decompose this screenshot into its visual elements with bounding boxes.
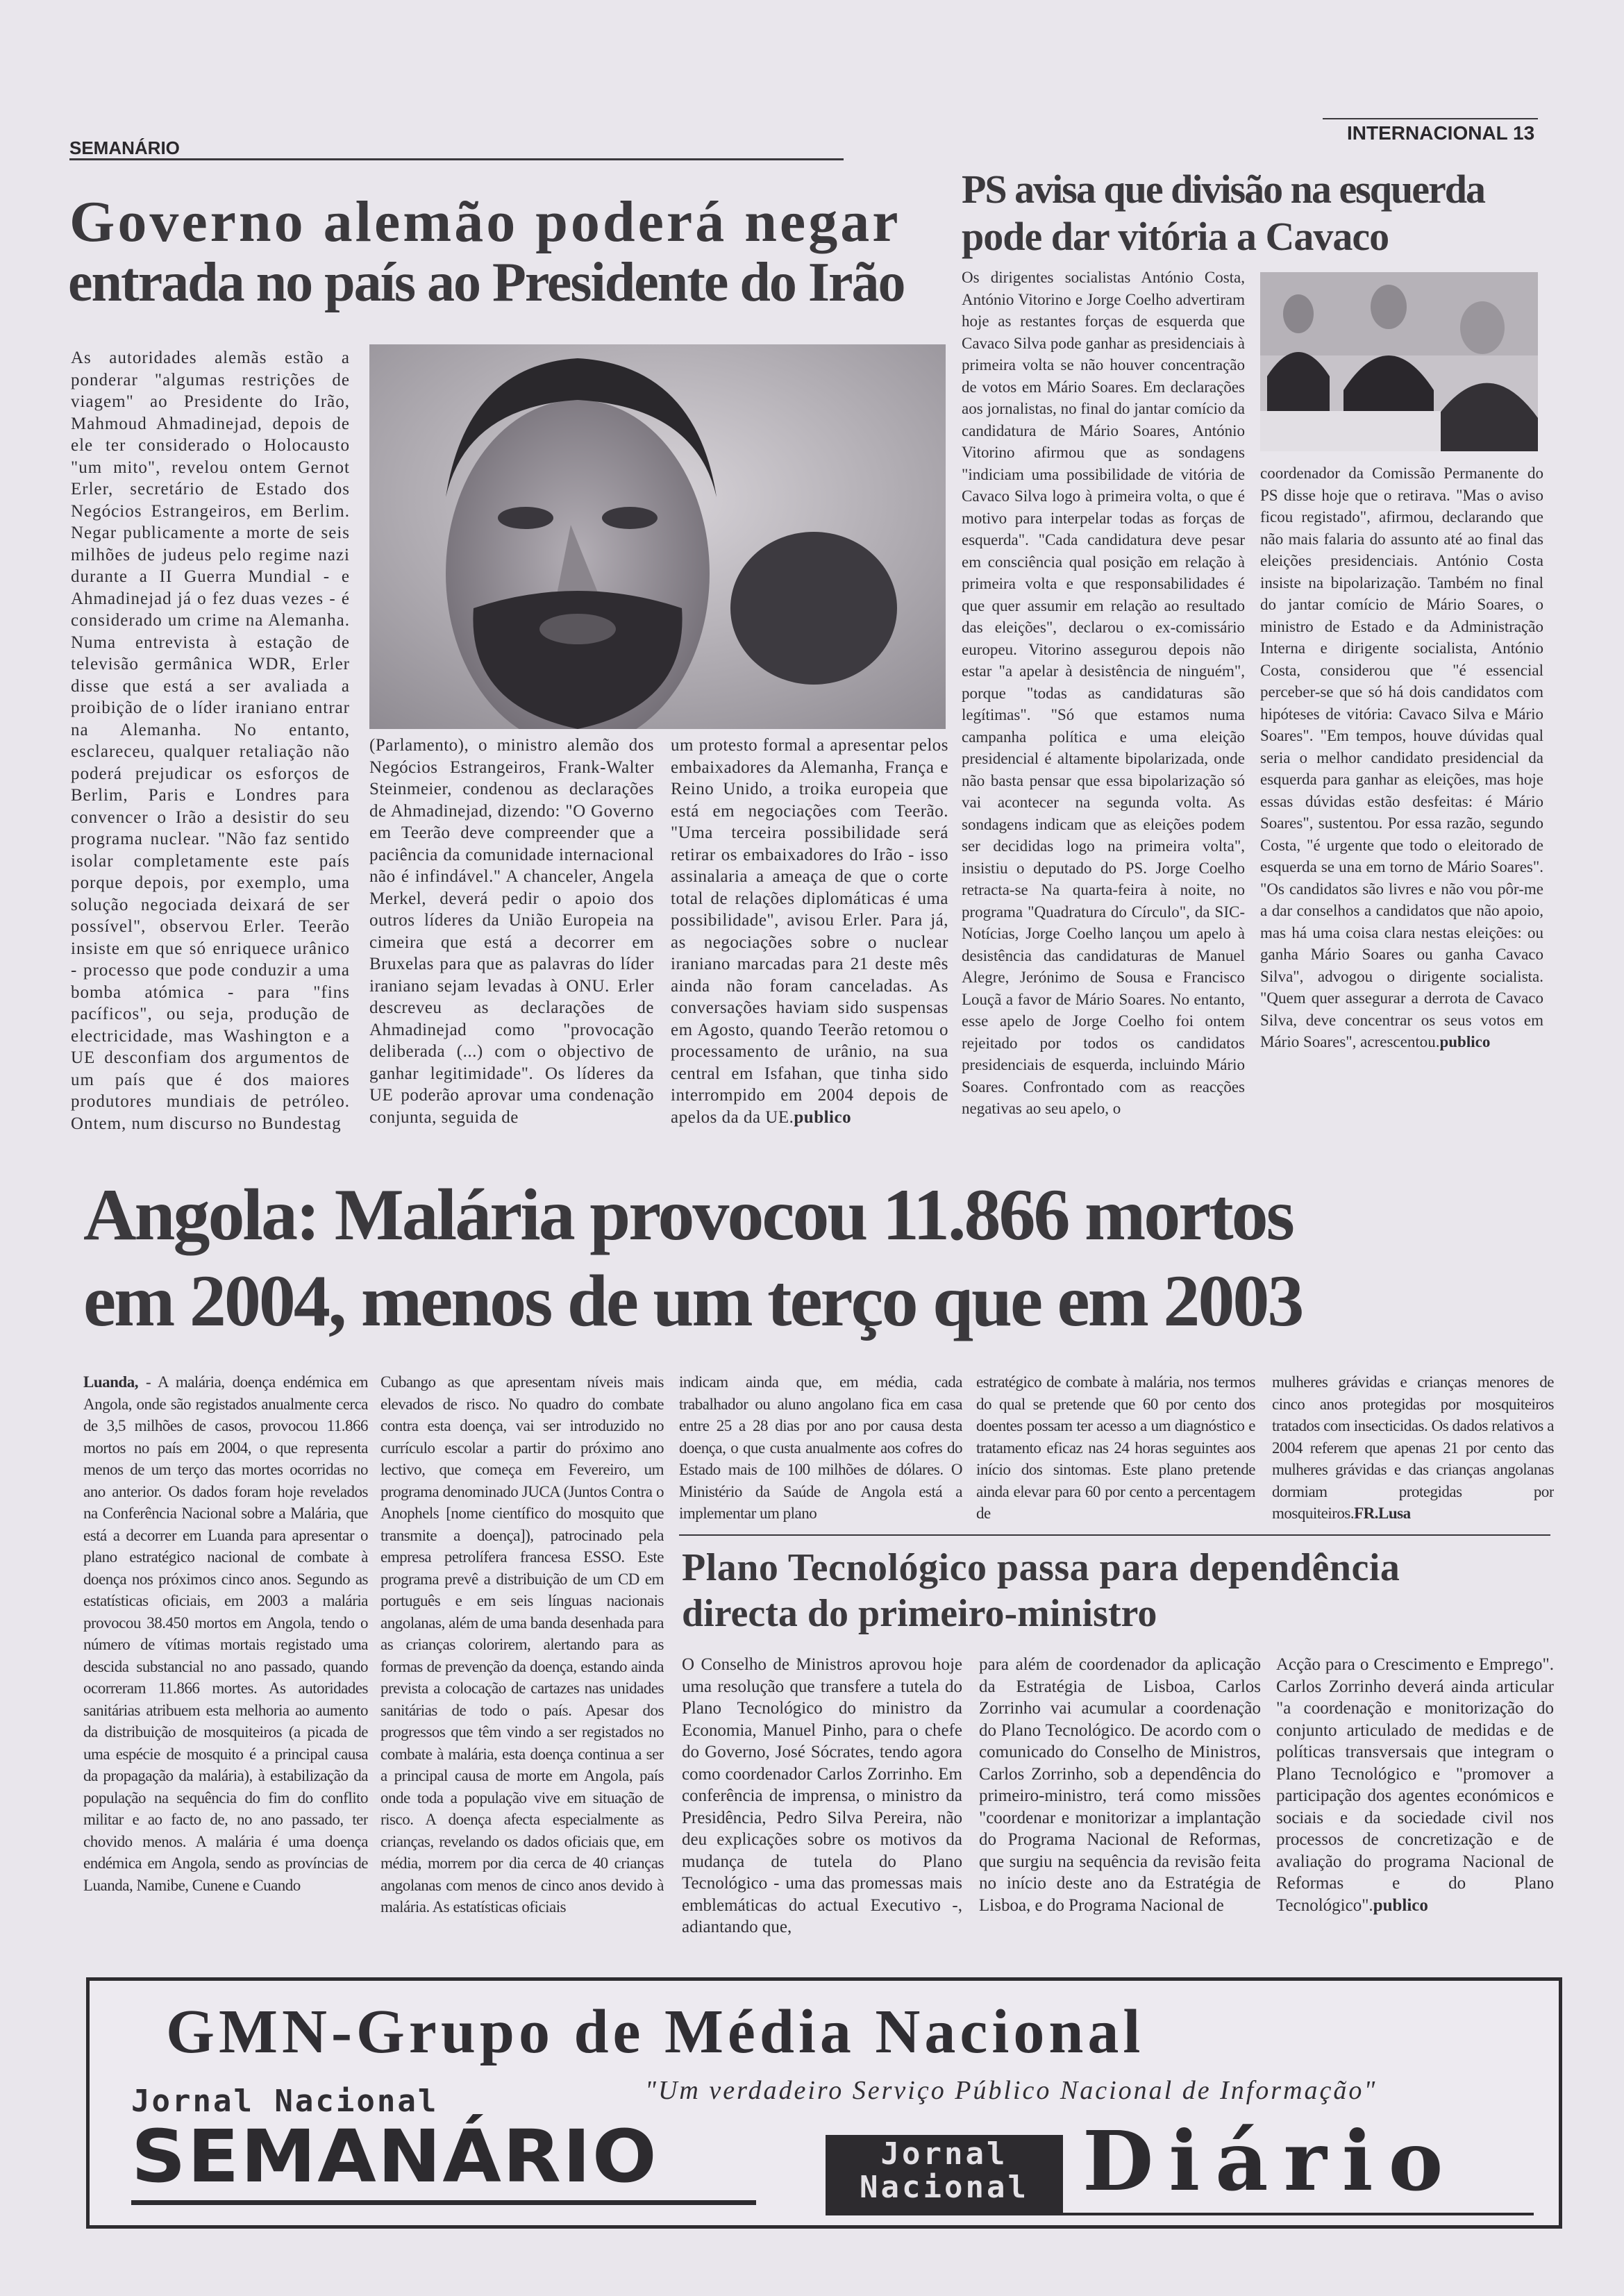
diario-logo: Diário xyxy=(1082,2113,1459,2209)
gmn-group-title: GMN-Grupo de Média Nacional xyxy=(166,1997,1145,2066)
story4-column-3 xyxy=(1276,1654,1554,1980)
diario-rule xyxy=(826,2213,1534,2215)
story4-signature: publico xyxy=(1373,1895,1428,1915)
story2-column-1: Os dirigentes socialistas António Costa, António Vitorino e Jorge Coelho advertiram hoje as restantes forças de esquerda que Cavaco Silva pode ganhar as presidenciais à primeira volta se não houver concentração de votos em Mário Soares. Em declarações aos jornalistas, no final do jantar comício da candidatura de Mário Soares, António Vitorino afirmou que as sondagens "indiciam uma possibilidade de vitória de Cavaco Silva logo à primeira volta, o que é motivo para interpelar todas as forças de esquerda". "Cada candidatura deve pesar em consciência qual posição em relação à primeira volta e que responsabilidades é que quer assumir em relação ao resultado das eleições", declarou o ex-comissário europeu. Vitorino assegurou depois não estar "a apelar à desistência de ninguém", porque "todas as candidaturas são legítimas". "Só que estamos numa campanha política e uma eleição presidencial é altamente bipolarizada, onde não basta pensar que essa bipolarização só vai acontecer na segunda volta. As sondagens indicam que as eleições podem ser decididas logo na primeira volta", insistiu o deputado do PS. Jorge Coelho retracta-se Na quarta-feira à noite, no programa "Quadratura do Círculo", da SIC-Notícias, Jorge Coelho lançou um apelo à desistência das candidaturas de Manuel Alegre, Jerónimo de Sousa e Francisco Louçã a favor de Mário Soares. No entanto, esse apelo de Jorge Coelho foi ontem rejeitado por todos os candidatos presidenciais de esquerda, incluindo Mário Soares. Confrontado com as reacções negativas ao seu apelo, o xyxy=(962,269,1245,1117)
story1-column-3 xyxy=(671,735,948,1184)
story2-signature: publico xyxy=(1439,1033,1491,1050)
story2-column-2 xyxy=(1260,462,1543,1184)
semanario-underline xyxy=(131,2200,756,2205)
header-rule xyxy=(69,158,844,160)
story2-title-line2: pode dar vitória a Cavaco xyxy=(962,214,1389,259)
story1-column-3-text: um protesto formal a apresentar pelos embaixadores da Alemanha, França e Reino Unido, a troika europeia que está em negociações com Teerão. "Uma terceira possibilidade será retirar os embaixadores do Irão - isso assinalaria a ameaça de que o corte total de relações diplomáticas é uma possibilidade", avisou Erler. Para já, as negociações sobre o nuclear iraniano marcadas para 21 deste mês ainda não foram canceladas. As conversações haviam sido suspensas em Agosto, quando Teerão retomou o processamento de urânio, na sua central em Isfahan, que tinha sido interrompido em 2004 depois de apelos da da UE. xyxy=(671,736,948,1127)
story3-column-2: Cubango as que apresentam níveis mais elevados de risco. No quadro do combate contra esta doença, vai ser introduzido no currículo escolar a partir do próximo ano lectivo, que começa em Fevereiro, um programa denominado JUCA (Juntos Contra o Anophels [nome científico do mosquito que transmite a doença]), patrocinado pela empresa petrolífera francesa ESSO. Este programa prevê a distribuição de um CD em português e em seis línguas nacionais angolanas, além de uma banda desenhada para as crianças colorirem, alertando para as formas de prevenção da doença, estando ainda prevista a colocação de cartazes nas unidades sanitárias de todo o país. Apesar dos progressos que têm vindo a ser registados no combate à malária, esta doença continua a ser a principal causa de morte em Angola, país onde toda a população vive em situação de risco. A doença afecta especialmente as crianças, revelando os dados oficiais que, em média, morrem por dia cerca de 40 crianças angolanas com menos de cinco anos devido à malária. As estatísticas oficiais xyxy=(380,1373,664,1916)
jornal-nacional-label: Jornal Nacional xyxy=(131,2084,439,2119)
story2-column-2-text: coordenador da Comissão Permanente do PS disse hoje que o retirava. "Mas o aviso ficou registado", afirmou, declarando que não mais falaria do assunto até ao final das eleições presidenciais. António Costa insiste na bipolarização. Também no final do jantar comício de Mário Soares, o ministro de Estado e da Administração Interna e dirigente socialista, António Costa, considerou que "é essencial perceber-se que só há dois candidatos com hipóteses de vitória: Cavaco Silva e Mário Soares". "Em tempos, houve dúvidas qual seria o melhor candidato presidencial da esquerda para ganhar as eleições, mas hoje essas dúvidas estão desfeitas: é Mário Soares", sustentou. Por essa razão, segundo Costa, "é urgente que todo o eleitorado de esquerda se una em torno de Mário Soares". "Os candidatos são livres e não vou pôr-me a dar conselhos a candidatos que não apoio, mas há uma coisa clara nestas eleições: ou ganha Mário Soares ou ganha Cavaco Silva", advogou o dirigente socialista. "Quem quer assegurar a derrota de Cavaco Silva, deve concentrar os seus votos em Mário Soares", acrescentou. xyxy=(1260,464,1543,1050)
story4-divider xyxy=(679,1534,1550,1536)
semanario-logo: SEMANÁRIO xyxy=(131,2114,658,2199)
story1-column-1: As autoridades alemãs estão a ponderar "algumas restrições de viagem" ao Presidente do Irão, Mahmoud Ahmadinejad, depois de ele ter considerado o Holocausto "um mito", revelou ontem Gernot Erler, secretário de Estado dos Negócios Estrangeiros, em Berlim. Negar publicamente a morte de seis milhões de judeus pelo regime nazi durante a II Guerra Mundial - e Ahmadinejad já o fez duas vezes - é considerado um crime na Alemanha. Numa entrevista à estação de televisão germânica WDR, Erler disse que está a ser avaliada a proibição de o líder iraniano entrar na Alemanha. No entanto, esclareceu, qualquer retaliação não poderá prejudicar os esforços de Berlim, Paris e Londres para convencer o Irão a desistir do seu programa nuclear. "Não faz sentido isolar completamente este país porque depois, por exemplo, uma solução negociada deixará de ser possível", observou Erler. Teerão insiste em que só enriquece urânico - processo que pode conduzir a uma bomba atómica - para "fins pacíficos", ou seja, produção de electricidade, mas Washington e a UE desconfiam dos argumentos de um país que é dos maiores produtores mundiais de petróleo. Ontem, num discurso no Bundestag xyxy=(71,349,350,1133)
story3-dateline: Luanda, xyxy=(83,1373,138,1391)
header-rule-right xyxy=(1323,118,1538,119)
story3-signature: FR.Lusa xyxy=(1354,1505,1411,1522)
gmn-advertisement xyxy=(86,1977,1562,2229)
story3-column-5-text: mulheres grávidas e crianças menores de cinco anos protegidas por mosquiteiros tratados com insecticidas. Os dados relativos a 2004 referem que apenas 21 por cento das mulheres grávidas e das crianças angolanas dormiam protegidas por mosquiteiros. xyxy=(1272,1373,1554,1522)
story4-title-line1: Plano Tecnológico passa para dependência xyxy=(682,1546,1400,1589)
story1-title-line2: entrada no país ao Presidente do Irão xyxy=(68,252,905,313)
story1-column-2: (Parlamento), o ministro alemão dos Negócios Estrangeiros, Frank-Walter Steinmeier, condenou as declarações de Ahmadinejad, dizendo: "O Governo em Teerão deve compreender que a paciência da comunidade internacional não é infindável." A chanceler, Angela Merkel, deverá pedir o apoio dos outros líderes da União Europeia na cimeira que está a decorrer em Bruxelas para que as palavras do líder iraniano sejam levadas à ONU. Erler descreveu as declarações de Ahmadinejad como "provocação deliberada (...) com o objectivo de ganhar legitimidade". Os líderes da UE poderão aprovar uma condenação conjunta, seguida de xyxy=(369,736,654,1127)
story3-column-1 xyxy=(83,1371,368,1989)
story3-column-1-text: - A malária, doença endémica em Angola, onde são registados anualmente cerca de 3,5 milhões de casos, provocou 11.866 mortos no país em 2004, o que representa menos de um terço das mortes ocorridas no ano anterior. Os dados foram hoje revelados na Conferência Nacional sobre a Malária, que está a decorrer em Luanda para apresentar o plano estratégico nacional de combate à doença nos próximos cinco anos. Segundo as estatísticas oficiais, em 2003 a malária provocou 38.450 mortos em Angola, tendo o número de vítimas mortais registado uma descida substancial no ano passado, quando ocorreram 11.866 mortes. As autoridades sanitárias atribuem esta melhoria ao aumento da distribuição de mosquiteiros (a picada de uma espécie de mosquito é a principal causa da propagação da malária), à estabilização da população na sequência do fim do conflito militar e ao facto de, no ano passado, ter chovido menos. A malária é uma doença endémica em Angola, sendo as províncias de Luanda, Namibe, Cunene e Cuando xyxy=(83,1373,368,1894)
story3-title-line1: Angola: Malária provocou 11.866 mortos xyxy=(83,1174,1293,1255)
story4-column-2: para além de coordenador da aplicação da Estratégia de Lisboa, Carlos Zorrinho vai acumular a coordenação do Plano Tecnológico. De acordo com o comunicado do Conselho de Ministros, Carlos Zorrinho, sob a dependência do primeiro-ministro, terá como missões "coordenar e monitorizar a implantação do Programa Nacional de Reformas, que surgiu na sequência da revisão feita no início deste ano da Estratégia de Lisboa, e do Programa Nacional de xyxy=(979,1655,1261,1915)
ps-leaders-photo xyxy=(1260,272,1538,451)
story3-column-3: indicam ainda que, em média, cada trabalhador ou aluno angolano fica em casa entre 25 a 28 dias por ano por causa desta doença, o que custa anualmente aos cofres do Estado mais de 100 milhões de dólares. O Ministério da Saúde de Angola está a implementar um plano xyxy=(679,1373,962,1522)
jornal-nacional-box xyxy=(826,2135,1063,2214)
story4-title-line2: directa do primeiro-ministro xyxy=(682,1592,1157,1635)
box-line2: Nacional xyxy=(860,2170,1029,2205)
story1-title-line1: Governo alemão poderá negar xyxy=(69,190,901,254)
box-line1: Jornal xyxy=(880,2136,1008,2172)
story2-title-line1: PS avisa que divisão na esquerda xyxy=(962,167,1485,212)
story1-signature: publico xyxy=(794,1107,852,1127)
story4-column-3-text: Acção para o Crescimento e Emprego". Carlos Zorrinho deverá ainda articular "a coordenação e monitorização do conjunto articulado de medidas e de políticas transversais que integram o Plano Tecnológico e "promover a participação dos agentes económicos e sociais e da sociedade civil nos processos de concretização e de avaliação do programa Nacional de Reformas e do Plano Tecnológico". xyxy=(1276,1655,1554,1915)
ahmadinejad-photo xyxy=(369,344,946,729)
story3-column-4: estratégico de combate à malária, nos termos do qual se pretende que 60 por cento dos doentes possam ter acesso a um diagnóstico e tratamento eficaz nas 24 horas seguintes aos início dos sintomas. Este plano pretende ainda elevar para 60 por cento a percentagem de xyxy=(976,1373,1255,1522)
section-header-left: SEMANÁRIO xyxy=(69,137,180,158)
slogan: "Um verdadeiro Serviço Público Nacional de Informação" xyxy=(645,2076,1378,2105)
story3-title-line2: em 2004, menos de um terço que em 2003 xyxy=(83,1260,1303,1341)
section-header-right: INTERNACIONAL 13 xyxy=(1347,122,1535,144)
story4-column-1: O Conselho de Ministros aprovou hoje uma resolução que transfere a tutela do Plano Tecnológico do ministro da Economia, Manuel Pinho, para o chefe do Governo, José Sócrates, tendo agora como coordenador Carlos Zorrinho. Em conferência de imprensa, o ministro da Presidência, Pedro Silva Pereira, não deu explicações sobre os motivos da mudança de tutela do Plano Tecnológico - uma das promessas mais emblemáticas do actual Executivo -, adiantando que, xyxy=(682,1655,962,1936)
story3-column-5 xyxy=(1272,1371,1554,1531)
